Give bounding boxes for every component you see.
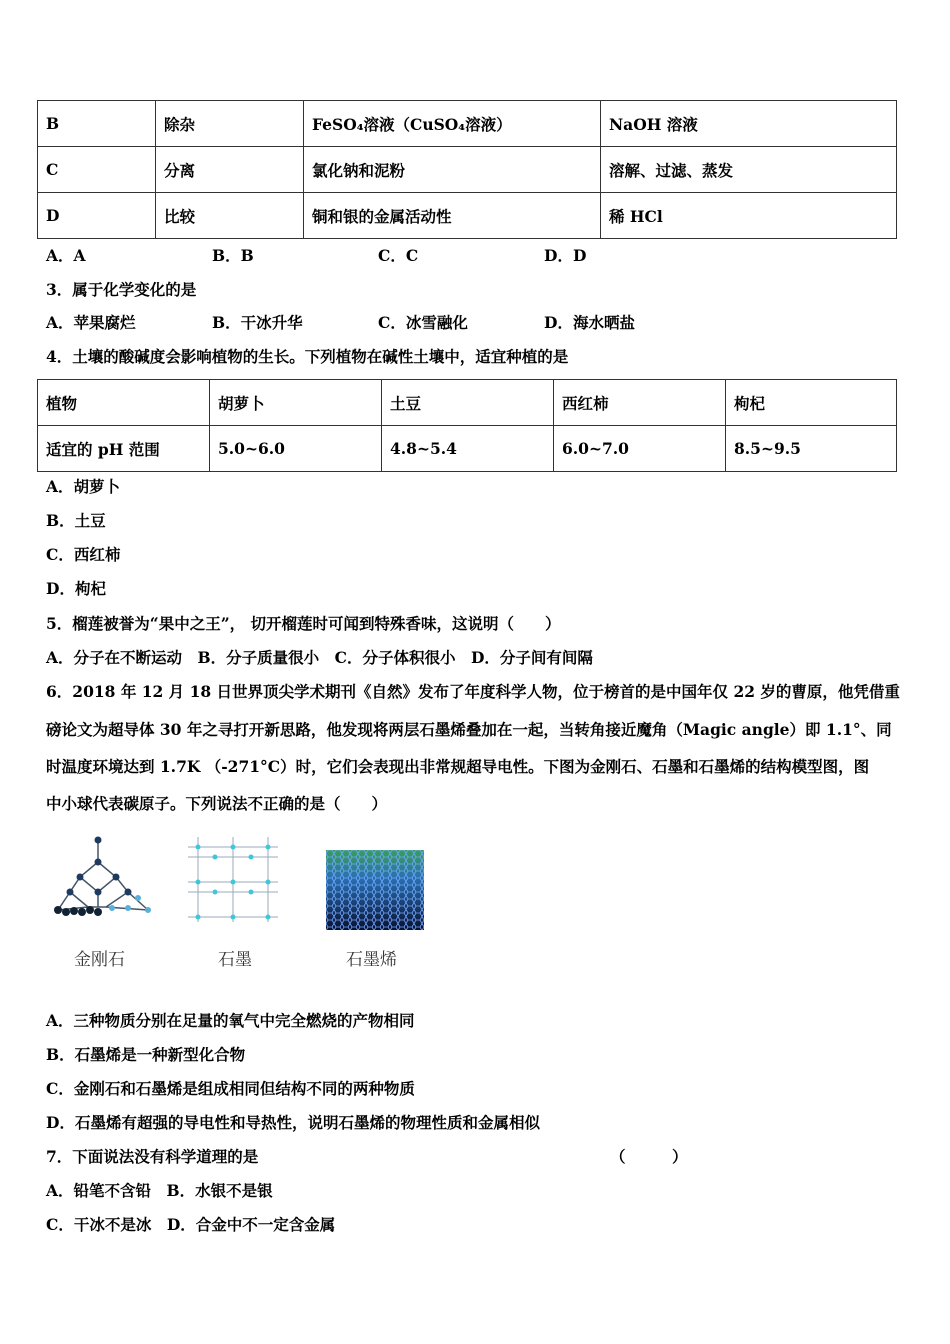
- table-cell: 胡萝卜: [210, 380, 382, 426]
- option-a[interactable]: A．苹果腐烂: [46, 313, 136, 332]
- q6-line-4: 中小球代表碳原子。下列说法不正确的是（ ）: [46, 794, 388, 813]
- q4-stem: 4．土壤的酸碱度会影响植物的生长。下列植物在碱性土壤中，适宜种植的是: [46, 347, 569, 366]
- q7-options-line-2[interactable]: C．干冰不是冰 D．合金中不一定含金属: [46, 1215, 336, 1234]
- table-cell: 稀 HCl: [601, 193, 897, 239]
- q7-options-line-1[interactable]: A．铅笔不含铅 B．水银不是银: [46, 1181, 273, 1200]
- option-c[interactable]: C．冰雪融化: [378, 313, 468, 332]
- table-cell: 铜和银的金属活动性: [304, 193, 601, 239]
- option-a[interactable]: A．三种物质分别在足量的氧气中完全燃烧的产物相同: [46, 1011, 415, 1030]
- q6-line-1: 6．2018 年 12 月 18 日世界顶尖学术期刊《自然》发布了年度科学人物，位于榜首的是中国年仅 22 岁的曹原，他凭借重: [46, 682, 900, 701]
- table-cell: C: [38, 147, 156, 193]
- option-c[interactable]: C．C: [378, 246, 419, 265]
- q2-options: [46, 246, 586, 266]
- answer-blank: （ ）: [610, 1147, 688, 1166]
- option-a[interactable]: A．胡萝卜: [46, 477, 121, 496]
- caption-graphite: 石墨: [218, 950, 252, 970]
- caption-diamond: 金刚石: [74, 950, 125, 970]
- table-row: [38, 101, 897, 147]
- table-cell: 4.8~5.4: [382, 426, 554, 472]
- option-d[interactable]: D．石墨烯有超强的导电性和导热性，说明石墨烯的物理性质和金属相似: [46, 1113, 540, 1132]
- table-row: [38, 147, 897, 193]
- option-a[interactable]: A．A: [46, 246, 86, 265]
- diamond-structure-image: [50, 832, 155, 927]
- table-row: [38, 380, 897, 426]
- q6-line-2: 磅论文为超导体 30 年之寻打开新思路，他发现将两层石墨烯叠加在一起，当转角接近魔角（Magic angle）即 1.1°、同: [46, 720, 892, 739]
- options-table: [37, 100, 897, 239]
- table-cell: 氯化钠和泥粉: [304, 147, 601, 193]
- table-row: [38, 426, 897, 472]
- q5-stem: 5．榴莲被誉为“果中之王”， 切开榴莲时可闻到特殊香味，这说明（ ）: [46, 614, 561, 633]
- q6-line-3: 时温度环境达到 1.7K （-271°C）时，它们会表现出非常规超导电性。下图为金刚石、石墨和石墨烯的结构模型图，图: [46, 757, 870, 776]
- option-d[interactable]: D．D: [544, 246, 587, 265]
- table-cell: D: [38, 193, 156, 239]
- q7-stem: 7．下面说法没有科学道理的是: [46, 1147, 259, 1166]
- option-b[interactable]: B．干冰升华: [212, 313, 303, 332]
- table-cell: 枸杞: [726, 380, 897, 426]
- option-b[interactable]: B．土豆: [46, 511, 106, 530]
- table-cell: 西红柿: [554, 380, 726, 426]
- table-row: [38, 193, 897, 239]
- q5-options[interactable]: A．分子在不断运动 B．分子质量很小 C．分子体积很小 D．分子间有间隔: [46, 648, 593, 667]
- ph-table: [37, 379, 897, 472]
- table-cell: 比较: [156, 193, 304, 239]
- table-cell: 适宜的 pH 范围: [38, 426, 210, 472]
- table-cell: 植物: [38, 380, 210, 426]
- q3-options: [46, 313, 635, 333]
- table-cell: 8.5~9.5: [726, 426, 897, 472]
- table-cell: 分离: [156, 147, 304, 193]
- option-c[interactable]: C．西红柿: [46, 545, 121, 564]
- option-d[interactable]: D．海水晒盐: [544, 313, 635, 332]
- q3-stem: 3．属于化学变化的是: [46, 280, 197, 299]
- option-b[interactable]: B．石墨烯是一种新型化合物: [46, 1045, 246, 1064]
- option-d[interactable]: D．枸杞: [46, 579, 106, 598]
- graphite-structure-image: [183, 832, 283, 927]
- table-cell: 5.0~6.0: [210, 426, 382, 472]
- table-cell: 土豆: [382, 380, 554, 426]
- table-cell: 6.0~7.0: [554, 426, 726, 472]
- table-cell: 溶解、过滤、蒸发: [601, 147, 897, 193]
- graphene-structure-image: [326, 850, 424, 930]
- caption-graphene: 石墨烯: [346, 950, 397, 970]
- option-b[interactable]: B．B: [212, 246, 254, 265]
- option-c[interactable]: C．金刚石和石墨烯是组成相同但结构不同的两种物质: [46, 1079, 415, 1098]
- table-cell: FeSO₄溶液（CuSO₄溶液）: [304, 101, 601, 147]
- table-cell: 除杂: [156, 101, 304, 147]
- table-cell: NaOH 溶液: [601, 101, 897, 147]
- table-cell: B: [38, 101, 156, 147]
